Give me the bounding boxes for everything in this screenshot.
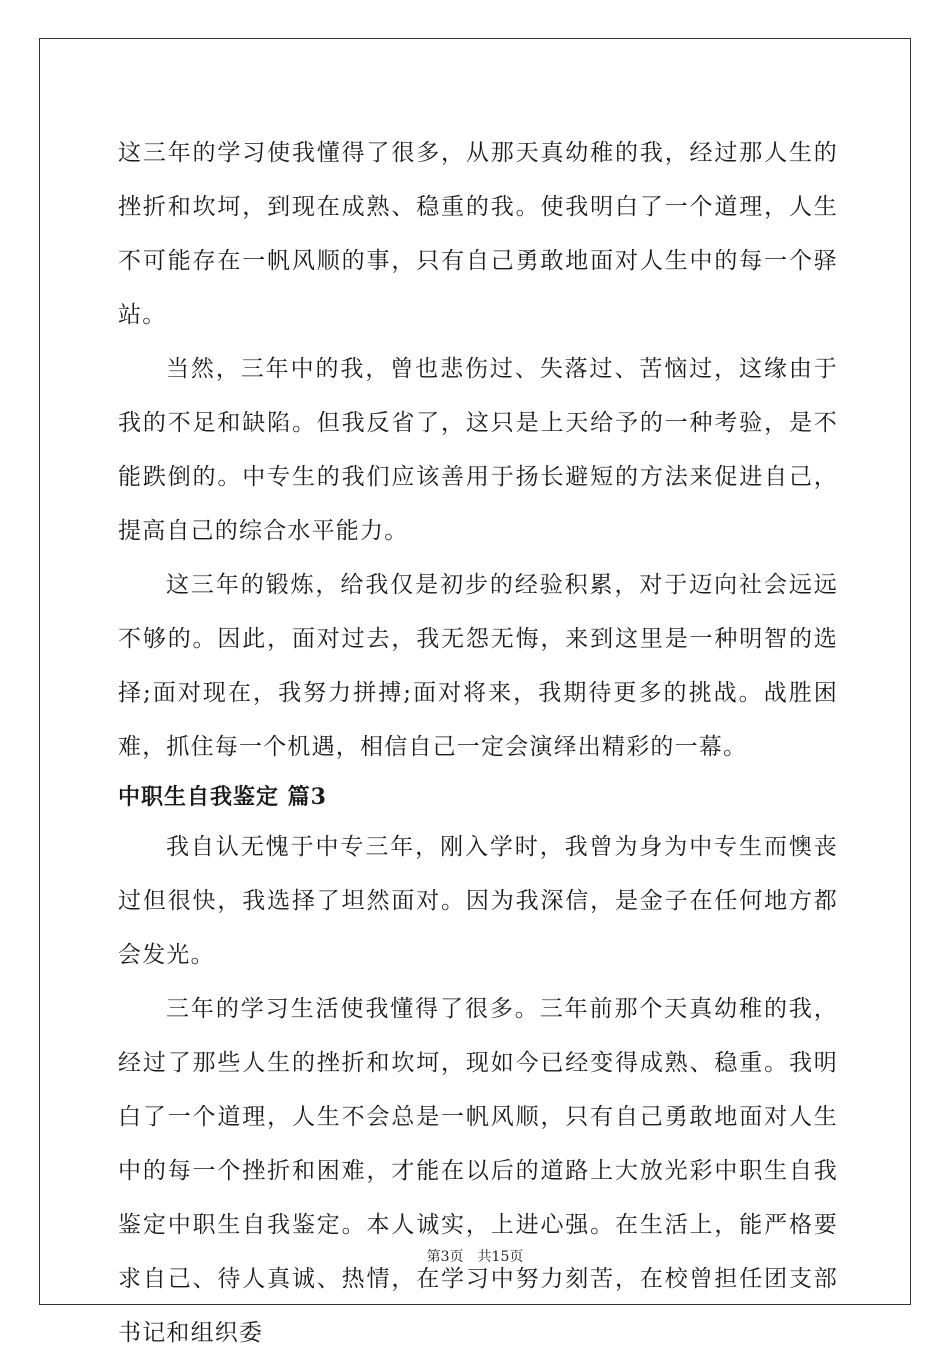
paragraph-5: 三年的学习生活使我懂得了很多。三年前那个天真幼稚的我，经过了那些人生的挫折和坎坷，现如今已经变得成熟、稳重。我明白了一个道理，人生不会总是一帆风顺，只有自己勇敢地面对人生中的每一个挫折和困难，才能在以后的道路上大放光彩中职生自我鉴定中职生自我鉴定。本人诚实，上进心强。在生活上，能严格要求自己、待人真诚、热情，在学习中努力刻苦，在校曾担任团支部书记和组织委 [118, 996, 838, 1346]
document-body [118, 126, 838, 1360]
paragraph-2: 当然，三年中的我，曾也悲伤过、失落过、苦恼过，这缘由于我的不足和缺陷。但我反省了，这只是上天给予的一种考验，是不能跌倒的。中专生的我们应该善用于扬长避短的方法来促进自己，提高自己的综合水平能力。 [118, 356, 838, 544]
current-page-number: 第3页 [426, 1249, 464, 1265]
page-footer [0, 1246, 950, 1266]
paragraph-4: 我自认无愧于中专三年，刚入学时，我曾为身为中专生而懊丧过但很快，我选择了坦然面对。因为我深信，是金子在任何地方都会发光。 [118, 834, 838, 968]
total-page-count: 共15页 [477, 1249, 524, 1265]
paragraph-1: 这三年的学习使我懂得了很多，从那天真幼稚的我，经过那人生的挫折和坎坷，到现在成熟、稳重的我。使我明白了一个道理，人生不可能存在一帆风顺的事，只有自己勇敢地面对人生中的每一个驿站。 [118, 140, 838, 328]
section-heading: 中职生自我鉴定 篇3 [118, 784, 327, 810]
paragraph-3: 这三年的锻炼，给我仅是初步的经验积累，对于迈向社会远远不够的。因此，面对过去，我无怨无悔，来到这里是一种明智的选择;面对现在，我努力拼搏;面对将来，我期待更多的挑战。战胜困难，抓住每一个机遇，相信自己一定会演绎出精彩的一幕。 [118, 572, 838, 760]
